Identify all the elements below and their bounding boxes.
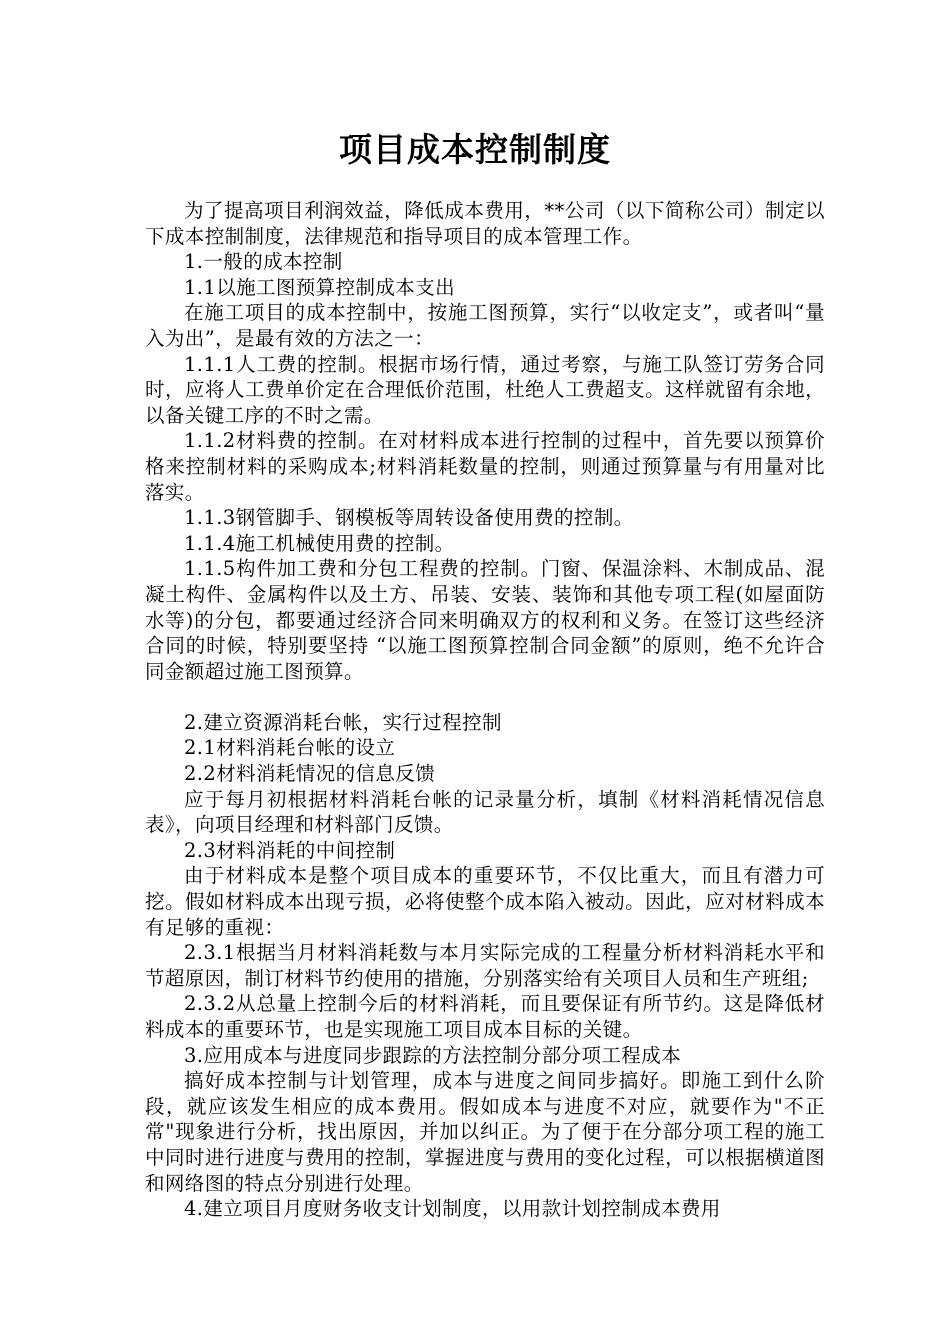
heading-4: 4.建立项目月度财务收支计划制度，以用款计划控制成本费用 [184,1197,721,1221]
paragraph-1-1-2: 1.1.2材料费的控制。在对材料成本进行控制的过程中，首先要以预算价格来控制材料的采购成本;材料消耗数量的控制，则通过预算量与有用量对比落实。 [145,429,825,504]
heading-3: 3.应用成本与进度同步跟踪的方法控制分部分项工程成本 [184,1043,682,1067]
heading-2-2: 2.2材料消耗情况的信息反馈 [184,762,436,786]
paragraph-1-1-1: 1.1.1人工费的控制。根据市场行情，通过考察，与施工队签订劳务合同时，应将人工费单价定在合理低价范围，杜绝人工费超支。这样就留有余地，以备关键工序的不时之需。 [145,352,825,427]
paragraph-3: 搞好成本控制与计划管理，成本与进度之间同步搞好。即施工到什么阶段，就应该发生相应的成本费用。假如成本与进度不对应，就要作为"不正常"现象进行分析，找出原因，并加以纠正。为了便于在分部分项工程的施工中同时进行进度与费用的控制，掌握进度与费用的变化过程，可以根据横道图和网络图的特点分别进行处理。 [145,1069,825,1195]
heading-2: 2.建立资源消耗台帐，实行过程控制 [184,710,502,734]
page-title: 项目成本控制制度 [339,130,611,169]
paragraph-1-1-4: 1.1.4施工机械使用费的控制。 [184,531,455,555]
heading-1: 1.一般的成本控制 [184,250,343,274]
paragraph-1-1-5: 1.1.5构件加工费和分包工程费的控制。门窗、保温涂料、木制成品、混凝土构件、金属构件以及土方、吊装、安装、装饰和其他专项工程(如屋面防水等)的分包，都要通过经济合同来明确双方的权利和义务。在签订这些经济合同的时候，特别要坚持 “以施工图预算控制合同金额”的原则，绝不允许合同金额超过施工图预算。 [145,557,825,683]
paragraph-2-3: 由于材料成本是整个项目成本的重要环节，不仅比重大，而且有潜力可挖。假如材料成本出现亏损，必将使整个成本陷入被动。因此，应对材料成本有足够的重视： [145,864,825,939]
paragraph-2-2: 应于每月初根据材料消耗台帐的记录量分析，填制《材料消耗情况信息表》，向项目经理和材料部门反馈。 [145,787,825,837]
heading-2-3: 2.3材料消耗的中间控制 [184,838,396,862]
paragraph-1-1: 在施工项目的成本控制中，按施工图预算，实行“以收定支”，或者叫“量入为出”，是最有效的方法之一： [145,301,825,350]
paragraph-2-3-2: 2.3.2从总量上控制今后的材料消耗，而且要保证有所节约。这是降低材料成本的重要环节，也是实现施工项目成本目标的关键。 [145,992,825,1041]
document-body [145,198,825,1222]
heading-1-1: 1.1以施工图预算控制成本支出 [184,275,456,299]
paragraph-1-1-3: 1.1.3钢管脚手、钢模板等周转设备使用费的控制。 [184,506,634,530]
paragraph-intro: 为了提高项目利润效益，降低成本费用，**公司（以下简称公司）制定以下成本控制制度，法律规范和指导项目的成本管理工作。 [145,199,825,248]
heading-2-1: 2.1材料消耗台帐的设立 [184,736,396,760]
paragraph-2-3-1: 2.3.1根据当月材料消耗数与本月实际完成的工程量分析材料消耗水平和节超原因，制订材料节约使用的措施，分别落实给有关项目人员和生产班组; [145,941,825,990]
blank-line [145,684,825,710]
